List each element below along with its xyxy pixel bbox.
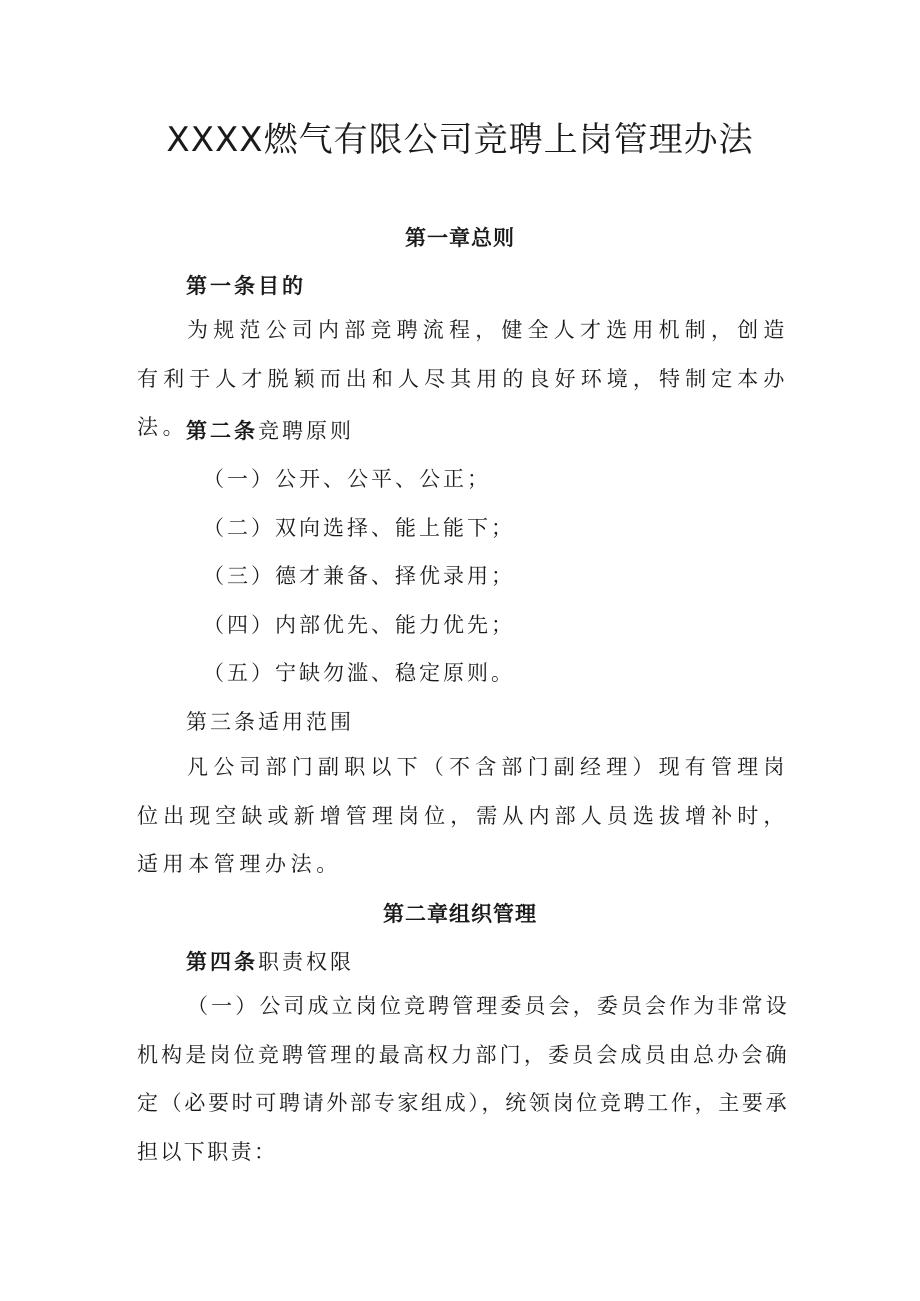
document-title: XXXX燃气有限公司竞聘上岗管理办法 — [166, 120, 754, 160]
principle-item-3: （三）德才兼备、择优录用； — [203, 564, 515, 588]
article-1-paragraph: 为规范公司内部竞聘流程，健全人才选用机制，创造有利于人才脱颖而出和人尽其用的良好环境，特制定本办法。 — [137, 318, 789, 439]
article-4-title — [186, 946, 354, 976]
article-2-number: 第二条 — [186, 419, 258, 443]
principle-item-4: （四）内部优先、能力优先； — [203, 613, 515, 637]
article-1-title-text: 第一条目的 — [186, 274, 306, 298]
article-3-title: 第三条适用范围 — [186, 710, 354, 734]
article-1-title — [186, 270, 306, 300]
article-2-name: 竞聘原则 — [258, 419, 354, 443]
article-4-paragraph: （一）公司成立岗位竞聘管理委员会，委员会作为非常设机构是岗位竞聘管理的最高权力部门，委员会成员由总办会确定（必要时可聘请外部专家组成），统领岗位竞聘工作，主要承担以下职责： — [137, 994, 789, 1164]
principle-item-2: （二）双向选择、能上能下； — [203, 516, 515, 540]
article-3-paragraph: 凡公司部门副职以下（不含部门副经理）现有管理岗位出现空缺或新增管理岗位，需从内部人员选拔增补时，适用本管理办法。 — [137, 755, 789, 876]
principle-item-5: （五）宁缺勿滥、稳定原则。 — [203, 661, 515, 685]
chapter-2-heading: 第二章组织管理 — [383, 902, 537, 926]
chapter-1-heading: 第一章总则 — [405, 226, 515, 250]
article-4-name: 职责权限 — [258, 950, 354, 974]
article-2-title — [186, 415, 354, 445]
principle-item-1: （一）公开、公平、公正； — [203, 467, 491, 491]
article-4-number: 第四条 — [186, 950, 258, 974]
